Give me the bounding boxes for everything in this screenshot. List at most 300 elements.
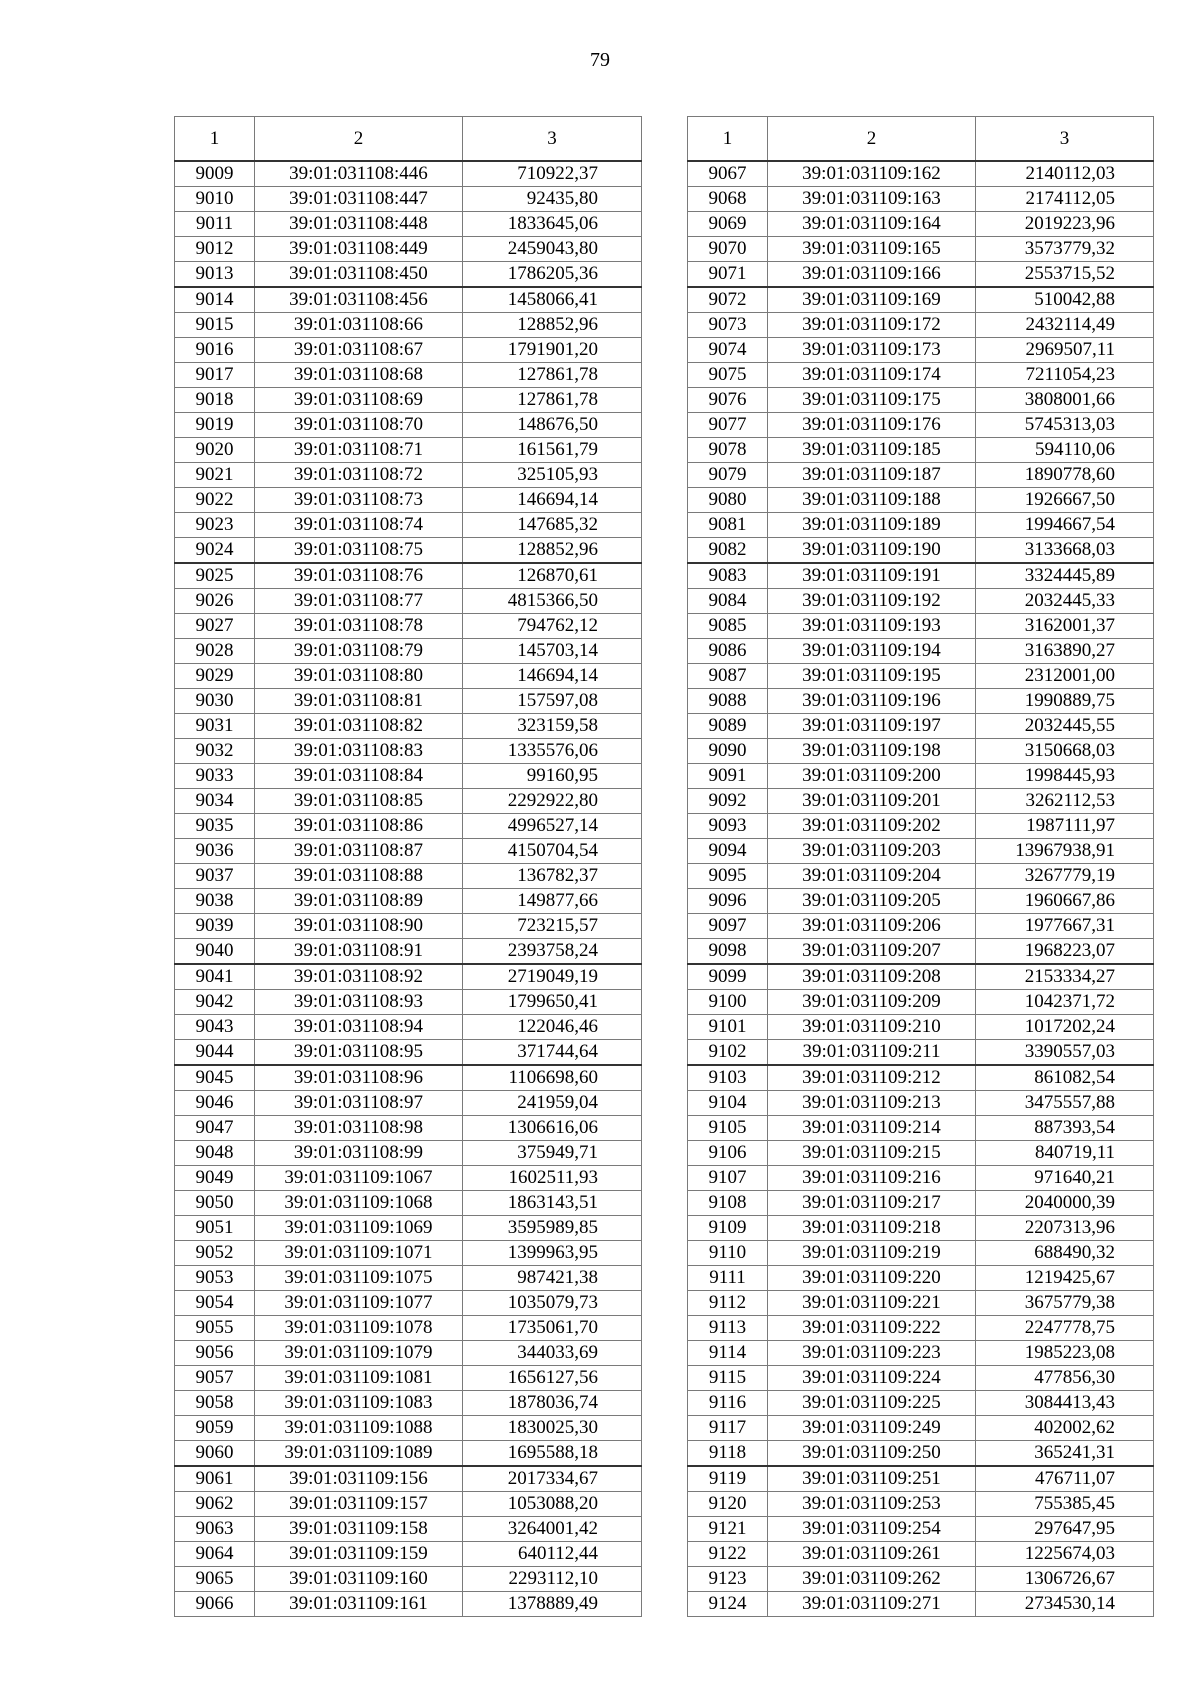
row-number-cell: 9074 (688, 338, 768, 363)
cadastral-number-cell: 39:01:031109:211 (768, 1040, 976, 1066)
row-number-cell: 9040 (175, 939, 255, 965)
cadastral-number-cell: 39:01:031109:251 (768, 1466, 976, 1492)
cadastral-number-cell: 39:01:031109:192 (768, 589, 976, 614)
table-row (688, 839, 1154, 864)
cadastral-number-cell: 39:01:031108:447 (255, 187, 463, 212)
row-number-cell: 9072 (688, 287, 768, 313)
table-row (688, 764, 1154, 789)
cadastral-number-cell: 39:01:031109:157 (255, 1492, 463, 1517)
table-row (688, 413, 1154, 438)
row-number-cell: 9047 (175, 1116, 255, 1141)
cadastral-value-cell: 1968223,07 (976, 939, 1154, 965)
table-row (175, 262, 642, 288)
column-header: 3 (463, 117, 642, 162)
cadastral-value-cell: 1799650,41 (463, 990, 642, 1015)
cadastral-value-cell: 1399963,95 (463, 1241, 642, 1266)
cadastral-value-cell: 147685,32 (463, 513, 642, 538)
row-number-cell: 9022 (175, 488, 255, 513)
table-row (175, 1492, 642, 1517)
cadastral-value-cell: 2292922,80 (463, 789, 642, 814)
row-number-cell: 9063 (175, 1517, 255, 1542)
table-row (175, 739, 642, 764)
row-number-cell: 9124 (688, 1592, 768, 1617)
cadastral-value-cell: 2719049,19 (463, 964, 642, 990)
cadastral-number-cell: 39:01:031108:73 (255, 488, 463, 513)
cadastral-value-cell: 1306616,06 (463, 1116, 642, 1141)
cadastral-value-cell: 1830025,30 (463, 1416, 642, 1441)
row-number-cell: 9053 (175, 1266, 255, 1291)
cadastral-value-cell: 2432114,49 (976, 313, 1154, 338)
cadastral-number-cell: 39:01:031109:1088 (255, 1416, 463, 1441)
cadastral-value-cell: 2174112,05 (976, 187, 1154, 212)
cadastral-number-cell: 39:01:031109:271 (768, 1592, 976, 1617)
row-number-cell: 9090 (688, 739, 768, 764)
table-row (688, 1416, 1154, 1441)
cadastral-value-cell: 1926667,50 (976, 488, 1154, 513)
cadastral-value-cell: 161561,79 (463, 438, 642, 463)
row-number-cell: 9067 (688, 161, 768, 187)
cadastral-value-cell: 375949,71 (463, 1141, 642, 1166)
cadastral-value-cell: 323159,58 (463, 714, 642, 739)
table-row (175, 1466, 642, 1492)
row-number-cell: 9123 (688, 1567, 768, 1592)
cadastral-number-cell: 39:01:031108:79 (255, 639, 463, 664)
cadastral-number-cell: 39:01:031109:175 (768, 388, 976, 413)
row-number-cell: 9050 (175, 1191, 255, 1216)
table-row (688, 287, 1154, 313)
cadastral-number-cell: 39:01:031109:214 (768, 1116, 976, 1141)
cadastral-value-cell: 971640,21 (976, 1166, 1154, 1191)
table-row (688, 1141, 1154, 1166)
row-number-cell: 9031 (175, 714, 255, 739)
table-row (688, 187, 1154, 212)
table-row (175, 538, 642, 564)
cadastral-number-cell: 39:01:031109:1081 (255, 1366, 463, 1391)
cadastral-number-cell: 39:01:031109:253 (768, 1492, 976, 1517)
table-row (688, 212, 1154, 237)
cadastral-value-cell: 1042371,72 (976, 990, 1154, 1015)
row-number-cell: 9098 (688, 939, 768, 965)
cadastral-number-cell: 39:01:031109:156 (255, 1466, 463, 1492)
row-number-cell: 9116 (688, 1391, 768, 1416)
cadastral-value-cell: 887393,54 (976, 1116, 1154, 1141)
cadastral-number-cell: 39:01:031109:218 (768, 1216, 976, 1241)
cadastral-value-cell: 3133668,03 (976, 538, 1154, 564)
column-header: 2 (255, 117, 463, 162)
cadastral-number-cell: 39:01:031108:97 (255, 1091, 463, 1116)
cadastral-number-cell: 39:01:031108:449 (255, 237, 463, 262)
row-number-cell: 9057 (175, 1366, 255, 1391)
cadastral-number-cell: 39:01:031108:95 (255, 1040, 463, 1066)
table-row (688, 1391, 1154, 1416)
table-row (175, 212, 642, 237)
row-number-cell: 9044 (175, 1040, 255, 1066)
row-number-cell: 9118 (688, 1441, 768, 1467)
cadastral-number-cell: 39:01:031108:75 (255, 538, 463, 564)
row-number-cell: 9070 (688, 237, 768, 262)
table-row (175, 714, 642, 739)
table-row (175, 463, 642, 488)
row-number-cell: 9093 (688, 814, 768, 839)
cadastral-number-cell: 39:01:031109:187 (768, 463, 976, 488)
row-number-cell: 9042 (175, 990, 255, 1015)
table-row (175, 287, 642, 313)
cadastral-number-cell: 39:01:031109:161 (255, 1592, 463, 1617)
cadastral-number-cell: 39:01:031109:164 (768, 212, 976, 237)
cadastral-value-cell: 3675779,38 (976, 1291, 1154, 1316)
table-row (688, 1065, 1154, 1091)
row-number-cell: 9059 (175, 1416, 255, 1441)
cadastral-number-cell: 39:01:031108:84 (255, 764, 463, 789)
cadastral-number-cell: 39:01:031109:190 (768, 538, 976, 564)
cadastral-value-cell: 1878036,74 (463, 1391, 642, 1416)
cadastral-value-cell: 146694,14 (463, 664, 642, 689)
table-row (688, 388, 1154, 413)
table-row (688, 313, 1154, 338)
cadastral-number-cell: 39:01:031109:189 (768, 513, 976, 538)
cadastral-number-cell: 39:01:031109:219 (768, 1241, 976, 1266)
cadastral-value-cell: 755385,45 (976, 1492, 1154, 1517)
cadastral-value-cell: 127861,78 (463, 363, 642, 388)
table-row (688, 1040, 1154, 1066)
table-row (175, 990, 642, 1015)
row-number-cell: 9038 (175, 889, 255, 914)
cadastral-number-cell: 39:01:031109:1068 (255, 1191, 463, 1216)
table-row (175, 1592, 642, 1617)
row-number-cell: 9041 (175, 964, 255, 990)
row-number-cell: 9115 (688, 1366, 768, 1391)
cadastral-number-cell: 39:01:031108:89 (255, 889, 463, 914)
table-row (175, 914, 642, 939)
row-number-cell: 9076 (688, 388, 768, 413)
cadastral-number-cell: 39:01:031109:159 (255, 1542, 463, 1567)
row-number-cell: 9071 (688, 262, 768, 288)
cadastral-value-cell: 3324445,89 (976, 563, 1154, 589)
row-number-cell: 9039 (175, 914, 255, 939)
table-row (688, 1166, 1154, 1191)
table-row (688, 1366, 1154, 1391)
row-number-cell: 9085 (688, 614, 768, 639)
cadastral-value-cell: 2553715,52 (976, 262, 1154, 288)
cadastral-value-cell: 297647,95 (976, 1517, 1154, 1542)
cadastral-value-cell: 1987111,97 (976, 814, 1154, 839)
table-row (175, 237, 642, 262)
cadastral-number-cell: 39:01:031108:68 (255, 363, 463, 388)
row-number-cell: 9049 (175, 1166, 255, 1191)
table-row (175, 1391, 642, 1416)
table-row (175, 1091, 642, 1116)
table-row (688, 864, 1154, 889)
cadastral-number-cell: 39:01:031109:176 (768, 413, 976, 438)
table-row (175, 187, 642, 212)
cadastral-number-cell: 39:01:031109:1083 (255, 1391, 463, 1416)
cadastral-value-cell: 371744,64 (463, 1040, 642, 1066)
row-number-cell: 9054 (175, 1291, 255, 1316)
table-row (175, 839, 642, 864)
row-number-cell: 9108 (688, 1191, 768, 1216)
cadastral-value-cell: 4815366,50 (463, 589, 642, 614)
row-number-cell: 9106 (688, 1141, 768, 1166)
row-number-cell: 9026 (175, 589, 255, 614)
row-number-cell: 9113 (688, 1316, 768, 1341)
column-header: 1 (688, 117, 768, 162)
table-row (175, 689, 642, 714)
row-number-cell: 9089 (688, 714, 768, 739)
row-number-cell: 9045 (175, 1065, 255, 1091)
cadastral-value-cell: 1791901,20 (463, 338, 642, 363)
cadastral-number-cell: 39:01:031109:1075 (255, 1266, 463, 1291)
cadastral-value-cell: 723215,57 (463, 914, 642, 939)
cadastral-number-cell: 39:01:031109:1078 (255, 1316, 463, 1341)
cadastral-value-cell: 640112,44 (463, 1542, 642, 1567)
cadastral-number-cell: 39:01:031109:222 (768, 1316, 976, 1341)
cadastral-number-cell: 39:01:031108:99 (255, 1141, 463, 1166)
cadastral-value-cell: 3595989,85 (463, 1216, 642, 1241)
cadastral-value-cell: 3390557,03 (976, 1040, 1154, 1066)
cadastral-number-cell: 39:01:031108:72 (255, 463, 463, 488)
row-number-cell: 9043 (175, 1015, 255, 1040)
table-row (175, 1517, 642, 1542)
row-number-cell: 9078 (688, 438, 768, 463)
cadastral-value-cell: 1994667,54 (976, 513, 1154, 538)
cadastral-value-cell: 3150668,03 (976, 739, 1154, 764)
table-row (688, 1517, 1154, 1542)
table-row (175, 563, 642, 589)
page-number: 79 (590, 49, 610, 71)
cadastral-value-cell: 157597,08 (463, 689, 642, 714)
row-number-cell: 9088 (688, 689, 768, 714)
cadastral-value-cell: 1306726,67 (976, 1567, 1154, 1592)
row-number-cell: 9066 (175, 1592, 255, 1617)
row-number-cell: 9009 (175, 161, 255, 187)
cadastral-value-cell: 1998445,93 (976, 764, 1154, 789)
table-row (175, 1166, 642, 1191)
table-row (175, 1116, 642, 1141)
table-row (688, 338, 1154, 363)
table-row (175, 589, 642, 614)
cadastral-number-cell: 39:01:031108:448 (255, 212, 463, 237)
table-row (175, 338, 642, 363)
cadastral-value-cell: 2293112,10 (463, 1567, 642, 1592)
row-number-cell: 9029 (175, 664, 255, 689)
row-number-cell: 9046 (175, 1091, 255, 1116)
cadastral-number-cell: 39:01:031109:173 (768, 338, 976, 363)
row-number-cell: 9117 (688, 1416, 768, 1441)
row-number-cell: 9048 (175, 1141, 255, 1166)
table-row (688, 889, 1154, 914)
cadastral-number-cell: 39:01:031109:172 (768, 313, 976, 338)
row-number-cell: 9056 (175, 1341, 255, 1366)
cadastral-number-cell: 39:01:031109:194 (768, 639, 976, 664)
table-row (688, 1466, 1154, 1492)
cadastral-number-cell: 39:01:031109:1079 (255, 1341, 463, 1366)
cadastral-number-cell: 39:01:031109:188 (768, 488, 976, 513)
row-number-cell: 9024 (175, 538, 255, 564)
table-row (175, 161, 642, 187)
table-row (688, 438, 1154, 463)
row-number-cell: 9060 (175, 1441, 255, 1467)
row-number-cell: 9052 (175, 1241, 255, 1266)
table-row (688, 1266, 1154, 1291)
cadastral-number-cell: 39:01:031108:70 (255, 413, 463, 438)
table-row (175, 313, 642, 338)
cadastral-value-cell: 3808001,66 (976, 388, 1154, 413)
cadastral-number-cell: 39:01:031108:77 (255, 589, 463, 614)
cadastral-value-cell: 1053088,20 (463, 1492, 642, 1517)
cadastral-value-cell: 99160,95 (463, 764, 642, 789)
table-row (175, 1241, 642, 1266)
cadastral-value-cell: 127861,78 (463, 388, 642, 413)
row-number-cell: 9037 (175, 864, 255, 889)
row-number-cell: 9095 (688, 864, 768, 889)
row-number-cell: 9081 (688, 513, 768, 538)
row-number-cell: 9064 (175, 1542, 255, 1567)
table-row (175, 939, 642, 965)
cadastral-number-cell: 39:01:031109:1077 (255, 1291, 463, 1316)
cadastral-value-cell: 2153334,27 (976, 964, 1154, 990)
row-number-cell: 9103 (688, 1065, 768, 1091)
table-row (688, 689, 1154, 714)
table-row (175, 1015, 642, 1040)
cadastral-value-cell: 146694,14 (463, 488, 642, 513)
cadastral-value-cell: 1035079,73 (463, 1291, 642, 1316)
cadastral-number-cell: 39:01:031108:69 (255, 388, 463, 413)
table-row (688, 789, 1154, 814)
table-row (688, 1592, 1154, 1617)
cadastral-value-cell: 2017334,67 (463, 1466, 642, 1492)
table-row (688, 1191, 1154, 1216)
row-number-cell: 9073 (688, 313, 768, 338)
row-number-cell: 9065 (175, 1567, 255, 1592)
cadastral-number-cell: 39:01:031109:221 (768, 1291, 976, 1316)
cadastral-number-cell: 39:01:031108:85 (255, 789, 463, 814)
table-row (688, 1015, 1154, 1040)
row-number-cell: 9094 (688, 839, 768, 864)
table-row (688, 488, 1154, 513)
row-number-cell: 9062 (175, 1492, 255, 1517)
cadastral-number-cell: 39:01:031109:169 (768, 287, 976, 313)
cadastral-value-cell: 1458066,41 (463, 287, 642, 313)
cadastral-value-cell: 2969507,11 (976, 338, 1154, 363)
row-number-cell: 9096 (688, 889, 768, 914)
cadastral-number-cell: 39:01:031108:456 (255, 287, 463, 313)
cadastral-number-cell: 39:01:031108:446 (255, 161, 463, 187)
cadastral-value-cell: 2312001,00 (976, 664, 1154, 689)
cadastral-value-cell: 1695588,18 (463, 1441, 642, 1467)
table-row (688, 1441, 1154, 1467)
table-row (688, 814, 1154, 839)
table-row (175, 1040, 642, 1066)
cadastral-number-cell: 39:01:031109:205 (768, 889, 976, 914)
row-number-cell: 9015 (175, 313, 255, 338)
table-row (688, 914, 1154, 939)
cadastral-value-cell: 1863143,51 (463, 1191, 642, 1216)
cadastral-value-cell: 2393758,24 (463, 939, 642, 965)
cadastral-number-cell: 39:01:031109:225 (768, 1391, 976, 1416)
cadastral-value-cell: 987421,38 (463, 1266, 642, 1291)
row-number-cell: 9033 (175, 764, 255, 789)
row-number-cell: 9112 (688, 1291, 768, 1316)
cadastral-value-cell: 402002,62 (976, 1416, 1154, 1441)
table-row (175, 964, 642, 990)
row-number-cell: 9121 (688, 1517, 768, 1542)
cadastral-value-table-right (687, 116, 1154, 1617)
cadastral-value-cell: 476711,07 (976, 1466, 1154, 1492)
cadastral-value-cell: 1602511,93 (463, 1166, 642, 1191)
row-number-cell: 9080 (688, 488, 768, 513)
cadastral-number-cell: 39:01:031108:67 (255, 338, 463, 363)
cadastral-number-cell: 39:01:031108:80 (255, 664, 463, 689)
row-number-cell: 9087 (688, 664, 768, 689)
cadastral-value-cell: 2207313,96 (976, 1216, 1154, 1241)
cadastral-value-cell: 344033,69 (463, 1341, 642, 1366)
cadastral-value-cell: 3084413,43 (976, 1391, 1154, 1416)
cadastral-value-cell: 1786205,36 (463, 262, 642, 288)
cadastral-number-cell: 39:01:031109:207 (768, 939, 976, 965)
table-row (175, 1141, 642, 1166)
row-number-cell: 9092 (688, 789, 768, 814)
cadastral-number-cell: 39:01:031108:98 (255, 1116, 463, 1141)
table-header-row (688, 117, 1154, 162)
table-row (175, 814, 642, 839)
cadastral-value-cell: 2734530,14 (976, 1592, 1154, 1617)
cadastral-number-cell: 39:01:031108:450 (255, 262, 463, 288)
row-number-cell: 9058 (175, 1391, 255, 1416)
cadastral-number-cell: 39:01:031108:94 (255, 1015, 463, 1040)
table-row (175, 488, 642, 513)
table-row (175, 1216, 642, 1241)
cadastral-number-cell: 39:01:031109:201 (768, 789, 976, 814)
row-number-cell: 9035 (175, 814, 255, 839)
row-number-cell: 9079 (688, 463, 768, 488)
table-row (175, 889, 642, 914)
cadastral-value-cell: 1378889,49 (463, 1592, 642, 1617)
cadastral-number-cell: 39:01:031109:166 (768, 262, 976, 288)
cadastral-number-cell: 39:01:031109:163 (768, 187, 976, 212)
cadastral-number-cell: 39:01:031109:197 (768, 714, 976, 739)
cadastral-value-cell: 1017202,24 (976, 1015, 1154, 1040)
row-number-cell: 9055 (175, 1316, 255, 1341)
cadastral-value-cell: 477856,30 (976, 1366, 1154, 1391)
cadastral-number-cell: 39:01:031109:215 (768, 1141, 976, 1166)
row-number-cell: 9114 (688, 1341, 768, 1366)
cadastral-value-cell: 2040000,39 (976, 1191, 1154, 1216)
cadastral-value-cell: 5745313,03 (976, 413, 1154, 438)
row-number-cell: 9086 (688, 639, 768, 664)
table-row (688, 563, 1154, 589)
row-number-cell: 9018 (175, 388, 255, 413)
row-number-cell: 9107 (688, 1166, 768, 1191)
table-row (688, 1241, 1154, 1266)
cadastral-number-cell: 39:01:031109:250 (768, 1441, 976, 1467)
table-row (175, 1416, 642, 1441)
cadastral-number-cell: 39:01:031108:74 (255, 513, 463, 538)
cadastral-number-cell: 39:01:031109:195 (768, 664, 976, 689)
cadastral-value-cell: 1735061,70 (463, 1316, 642, 1341)
column-header: 3 (976, 117, 1154, 162)
row-number-cell: 9061 (175, 1466, 255, 1492)
table-row (688, 664, 1154, 689)
cadastral-number-cell: 39:01:031109:196 (768, 689, 976, 714)
cadastral-number-cell: 39:01:031108:91 (255, 939, 463, 965)
cadastral-number-cell: 39:01:031109:206 (768, 914, 976, 939)
row-number-cell: 9023 (175, 513, 255, 538)
cadastral-value-cell: 325105,93 (463, 463, 642, 488)
cadastral-number-cell: 39:01:031109:185 (768, 438, 976, 463)
cadastral-value-cell: 3163890,27 (976, 639, 1154, 664)
cadastral-value-cell: 1985223,08 (976, 1341, 1154, 1366)
cadastral-value-cell: 3162001,37 (976, 614, 1154, 639)
